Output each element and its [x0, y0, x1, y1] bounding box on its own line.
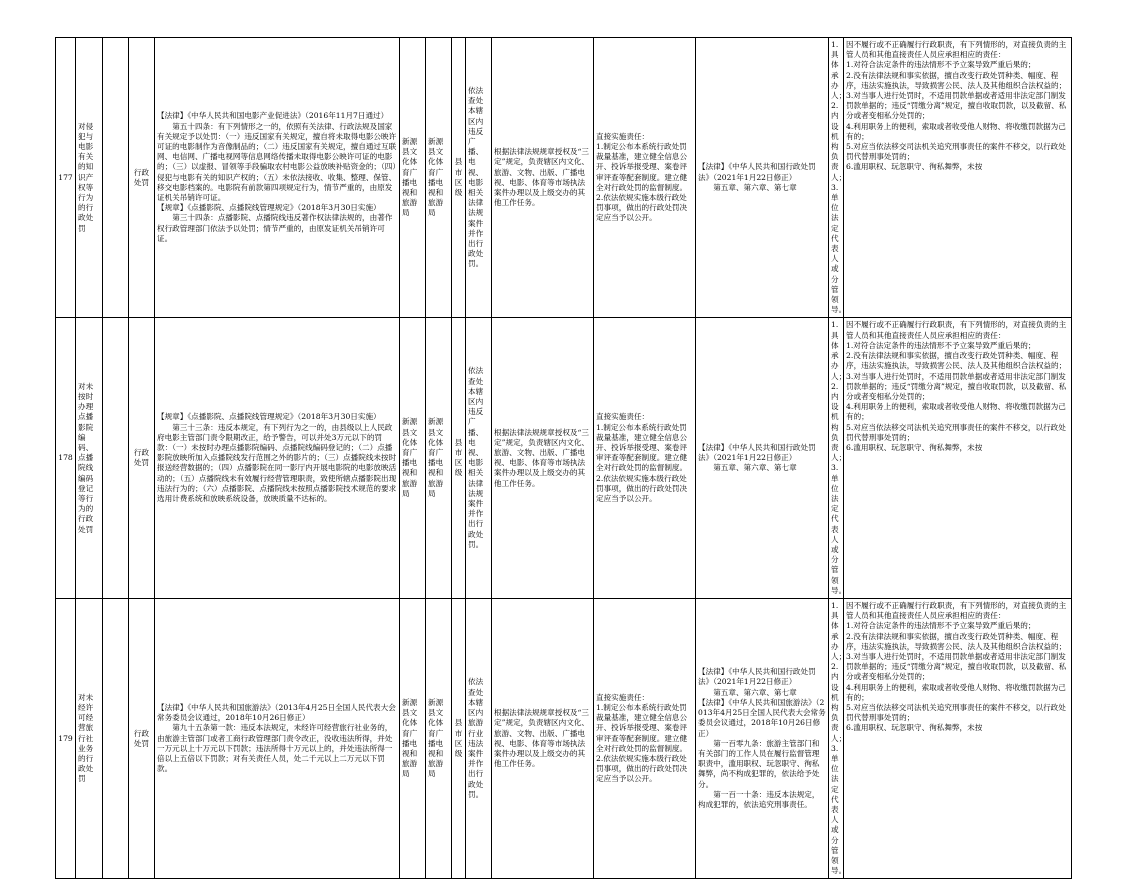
implementing-dept: 新源县文化体育广播电视和旅游局 — [400, 318, 426, 598]
legal-basis-paragraph: 第五十四条：有下列情形之一的，依照有关法律、行政法规及国家有关规定予以处罚：（一）违反国家有关规定，擅自将未取得电影公映许可证的电影制作为音像制品的；（二）违反国家有关规定，擅自通过互联网、电信网、广播电视网等信息网络传播未取得电影公映许可证的电影的；（三）以虚报、冒领等手段骗取农村电影公益放映补贴资金的；（四）侵犯与电影有关的知识产权的；（五）未依法接收、收集、整理、保管、移交电影档案的。电影院有前款第四项规定行为，情节严重的，由原发证机关吊销许可证。 — [157, 121, 397, 203]
implementing-dept: 新源县文化体育广播电视和旅游局 — [400, 598, 426, 878]
liability-paragraph: 2.没有法律法规和事实依据，擅自改变行政处罚种类、幅度、程序，违法实施执法，导致损害公民、法人及其他组织合法权益的； — [846, 351, 1067, 371]
table-row — [56, 38, 1072, 318]
implementation-paragraph: 2.依法依规实施本级行政处罚事项，做出的行政处罚决定应当予以公开。 — [596, 193, 688, 223]
liability-situations — [844, 38, 1072, 318]
legal-basis — [155, 598, 400, 878]
enforcement-scope: 依法查处本辖区内违反广播、电视、电影相关法律法规案件并作出行政处罚。 — [466, 318, 492, 598]
item-name: 对未经许可经营旅行社业务的行政处罚 — [76, 598, 103, 878]
accountability-basis — [696, 38, 829, 318]
accountability-paragraph: 【法律】《中华人民共和国行政处罚法》（2021年1月22日修正） — [698, 162, 816, 182]
implementing-dept: 新源县文化体育广播电视和旅游局 — [400, 38, 426, 318]
liability-paragraph: 5.对应当依法移交司法机关追究刑事责任的案件不移交，以行政处罚代替刑事处罚的； — [846, 142, 1066, 162]
accountability-paragraph: 【法律】《中华人民共和国旅游法》（2013年4月25日全国人民代表大会常务委员会议通过，2018年10月26日修正） — [698, 697, 826, 738]
duty-paragraph: 根据法律法规规章授权及“三定”规定，负责辖区内文化、旅游、文物、出版、广播电视、电影、体育等市场执法案件办理以及上级交办的其他工作任务。 — [494, 708, 590, 769]
table-row — [56, 318, 1072, 598]
implementation-paragraph: 直接实施责任： — [596, 412, 650, 422]
legal-basis — [155, 318, 400, 598]
implementation-paragraph: 2.依法依规实施本级行政处罚事项，做出的行政处罚决定应当予以公开。 — [596, 473, 688, 503]
liability-paragraph: 4.利用职务上的便利，索取或者收受他人财物、将收缴罚款据为己有的； — [846, 121, 1066, 141]
liability-paragraph: 6.滥用职权、玩忽职守、徇私舞弊，未按 — [846, 162, 983, 172]
liability-paragraph: 因不履行或不正确履行行政职责，有下列情形的，对直接负责的主管人员和其他直接责任人员应承担相应的责任： — [846, 320, 1067, 340]
responsible-dept: 新源县文化体育广播电视和旅游局 — [426, 38, 452, 318]
row-number: 179 — [56, 598, 76, 878]
liability-paragraph: 2.没有法律法规和事实依据，擅自改变行政处罚种类、幅度、程序，违法实施执法，导致损害公民、法人及其他组织合法权益的； — [846, 631, 1067, 651]
blank-cell — [103, 38, 129, 318]
admin-level: 县市区级 — [452, 38, 466, 318]
enforcement-scope: 依法查处本辖区内旅游行业违法案件并作出行政处罚。 — [466, 598, 492, 878]
implementation-paragraph: 1.制定公布本系统行政处罚裁量基准，建立健全信息公开、投诉举报受理、案卷评审评查等配套制度。建立健全对行政处罚的监督制度。 — [596, 142, 688, 192]
responsible-subject: 1.具体承办人；2.内设机构负责人；3.单位法定代表人或分管领导。 — [829, 38, 844, 318]
accountability-paragraph: 第五章、第六章、第七章 — [713, 463, 797, 473]
item-name: 对侵犯与电影有关的知识产权等行为的行政处罚 — [76, 38, 103, 318]
item-category: 行政处罚 — [129, 318, 155, 598]
accountability-paragraph: 第五章、第六章、第七章 — [713, 687, 797, 697]
liability-paragraph: 6.滥用职权、玩忽职守、徇私舞弊，未按 — [846, 442, 983, 452]
implementation-paragraph: 1.制定公布本系统行政处罚裁量基准，建立健全信息公开、投诉举报受理、案卷评审评查等配套制度。建立健全对行政处罚的监督制度。 — [596, 703, 688, 753]
legal-basis — [155, 38, 400, 318]
implementation-paragraph: 直接实施责任： — [596, 692, 650, 702]
liability-paragraph: 1.对符合法定条件的违法情形不予立案导致严重后果的； — [846, 60, 1036, 70]
liability-paragraph: 3.对当事人进行处罚时，不适用罚款单据或者适用非法定部门制发罚款单据的；违反“罚缴分离”规定，擅自收取罚款，以及截留、私分或者变相私分处罚的； — [846, 371, 1067, 401]
liability-paragraph: 2.没有法律法规和事实依据，擅自改变行政处罚种类、幅度、程序，违法实施执法，导致损害公民、法人及其他组织合法权益的； — [846, 70, 1067, 90]
legal-basis-paragraph: 【法律】《中华人民共和国旅游法》（2013年4月25日全国人民代表大会常务委员会议通过，2018年10月26日修正） — [157, 703, 396, 723]
liability-paragraph: 6.滥用职权、玩忽职守、徇私舞弊，未按 — [846, 723, 983, 733]
row-number: 178 — [56, 318, 76, 598]
duty-content — [492, 318, 594, 598]
admin-level: 县市区级 — [452, 318, 466, 598]
liability-paragraph: 3.对当事人进行处罚时，不适用罚款单据或者适用非法定部门制发罚款单据的；违反“罚缴分离”规定，擅自收取罚款，以及截留、私分或者变相私分处罚的； — [846, 651, 1067, 682]
responsible-dept: 新源县文化体育广播电视和旅游局 — [426, 318, 452, 598]
liability-paragraph: 因不履行或不正确履行行政职责，有下列情形的，对直接负责的主管人员和其他直接责任人员应承担相应的责任： — [846, 40, 1067, 60]
item-category: 行政处罚 — [129, 38, 155, 318]
implementation-duty — [594, 318, 696, 598]
implementation-paragraph: 1.制定公布本系统行政处罚裁量基准，建立健全信息公开、投诉举报受理、案卷评审评查等配套制度。建立健全对行政处罚的监督制度。 — [596, 422, 688, 473]
legal-basis-paragraph: 【规章】《点播影院、点播院线管理规定》（2018年3月30日实施） — [157, 203, 381, 213]
liability-situations — [844, 318, 1072, 598]
liability-paragraph: 5.对应当依法移交司法机关追究刑事责任的案件不移交，以行政处罚代替刑事处罚的； — [846, 703, 1066, 723]
liability-paragraph: 3.对当事人进行处罚时，不适用罚款单据或者适用非法定部门制发罚款单据的；违反“罚缴分离”规定，擅自收取罚款，以及截留、私分或者变相私分处罚的； — [846, 91, 1067, 121]
liability-situations — [844, 598, 1072, 878]
duty-content — [492, 598, 594, 878]
duty-paragraph: 根据法律法规规章授权及“三定”规定，负责辖区内文化、旅游、文物、出版、广播电视、电影、体育等市场执法案件办理以及上级交办的其他工作任务。 — [494, 147, 590, 208]
accountability-paragraph: 第五章、第六章、第七章 — [713, 182, 797, 192]
duty-paragraph: 根据法律法规规章授权及“三定”规定，负责辖区内文化、旅游、文物、出版、广播电视、电影、体育等市场执法案件办理以及上级交办的其他工作任务。 — [494, 427, 590, 488]
accountability-basis — [696, 598, 829, 878]
accountability-paragraph: 第一百零九条：旅游主管部门和有关部门的工作人员在履行监督管理职责中，滥用职权、玩忽职守、徇私舞弊，尚不构成犯罪的，依法给予处分。 — [698, 738, 820, 789]
liability-paragraph: 1.对符合法定条件的违法情形不予立案导致严重后果的； — [846, 340, 1036, 350]
duty-content — [492, 38, 594, 318]
implementation-duty — [594, 38, 696, 318]
legal-basis-paragraph: 第三十四条：点播影院、点播院线违反著作权法律法规的，由著作权行政管理部门依法予以处罚；情节严重的，由原发证机关吊销许可证。 — [157, 213, 393, 243]
liability-paragraph: 4.利用职务上的便利，索取或者收受他人财物、将收缴罚款据为己有的； — [846, 402, 1066, 422]
responsible-subject: 1.具体承办人；2.内设机构负责人；3.单位法定代表人或分管领导。 — [829, 318, 844, 598]
implementation-duty — [594, 598, 696, 878]
accountability-paragraph: 第一百一十条：违反本法规定，构成犯罪的，依法追究刑事责任。 — [698, 789, 820, 809]
table-row — [56, 598, 1072, 878]
accountability-paragraph: 【法律】《中华人民共和国行政处罚法》（2021年1月22日修正） — [698, 442, 816, 463]
legal-basis-paragraph: 第九十五条第一款：违反本法规定，未经许可经营旅行社业务的，由旅游主管部门或者工商行政管理部门责令改正，没收违法所得，并处一万元以上十万元以下罚款；违法所得十万元以上的，并处违法所得一倍以上五倍以下罚款；对有关责任人员，处二千元以上二万元以下罚款。 — [157, 723, 393, 774]
legal-basis-paragraph: 【规章】《点播影院、点播院线管理规定》（2018年3月30日实施） — [157, 412, 381, 422]
item-name: 对未按时办理点播影院编码、点播院线编码登记等行为的行政处罚 — [76, 318, 103, 598]
legal-basis-paragraph: 【法律】《中华人民共和国电影产业促进法》（2016年11月7日通过） — [157, 111, 389, 121]
accountability-paragraph: 【法律】《中华人民共和国行政处罚法》（2021年1月22日修正） — [698, 667, 816, 687]
blank-cell — [103, 318, 129, 598]
enforcement-scope: 依法查处本辖区内违反广播、电视、电影相关法律法规案件并作出行政处罚。 — [466, 38, 492, 318]
accountability-basis — [696, 318, 829, 598]
blank-cell — [103, 598, 129, 878]
liability-paragraph: 1.对符合法定条件的违法情形不予立案导致严重后果的； — [846, 621, 1036, 631]
liability-paragraph: 因不履行或不正确履行行政职责，有下列情形的，对直接负责的主管人员和其他直接责任人员应承担相应的责任： — [846, 600, 1067, 621]
responsibility-table — [55, 37, 1072, 879]
legal-basis-paragraph: 第三十三条：违反本规定，有下列行为之一的，由县级以上人民政府电影主管部门责令限期改正，给予警告，可以并处3万元以下的罚款：（一）未按时办理点播影院编码、点播院线编码登记的；（二）点播影院放映所加入点播院线发行范围之外的影片的；（三）点播院线未按时报送经营数据的；（四）点播影院在同一影厅内开展电影院的电影放映活动的；（五）点播院线未有效履行经营管理职责，致使所辖点播影院出现违法行为的；（六）点播影院、点播院线未按照点播影院技术规范的要求选用计费系统和放映系统设备，放映质量不达标的。 — [157, 422, 397, 503]
row-number: 177 — [56, 38, 76, 318]
admin-level: 县市区级 — [452, 598, 466, 878]
item-category: 行政处罚 — [129, 598, 155, 878]
liability-paragraph: 5.对应当依法移交司法机关追究刑事责任的案件不移交，以行政处罚代替刑事处罚的； — [846, 422, 1066, 442]
liability-paragraph: 4.利用职务上的便利，索取或者收受他人财物、将收缴罚款据为己有的； — [846, 682, 1066, 702]
implementation-paragraph: 直接实施责任： — [596, 131, 650, 141]
responsible-dept: 新源县文化体育广播电视和旅游局 — [426, 598, 452, 878]
implementation-paragraph: 2.依法依规实施本级行政处罚事项，做出的行政处罚决定应当予以公开。 — [596, 754, 688, 784]
responsible-subject: 1.具体承办人；2.内设机构负责人；3.单位法定代表人或分管领导。 — [829, 598, 844, 878]
